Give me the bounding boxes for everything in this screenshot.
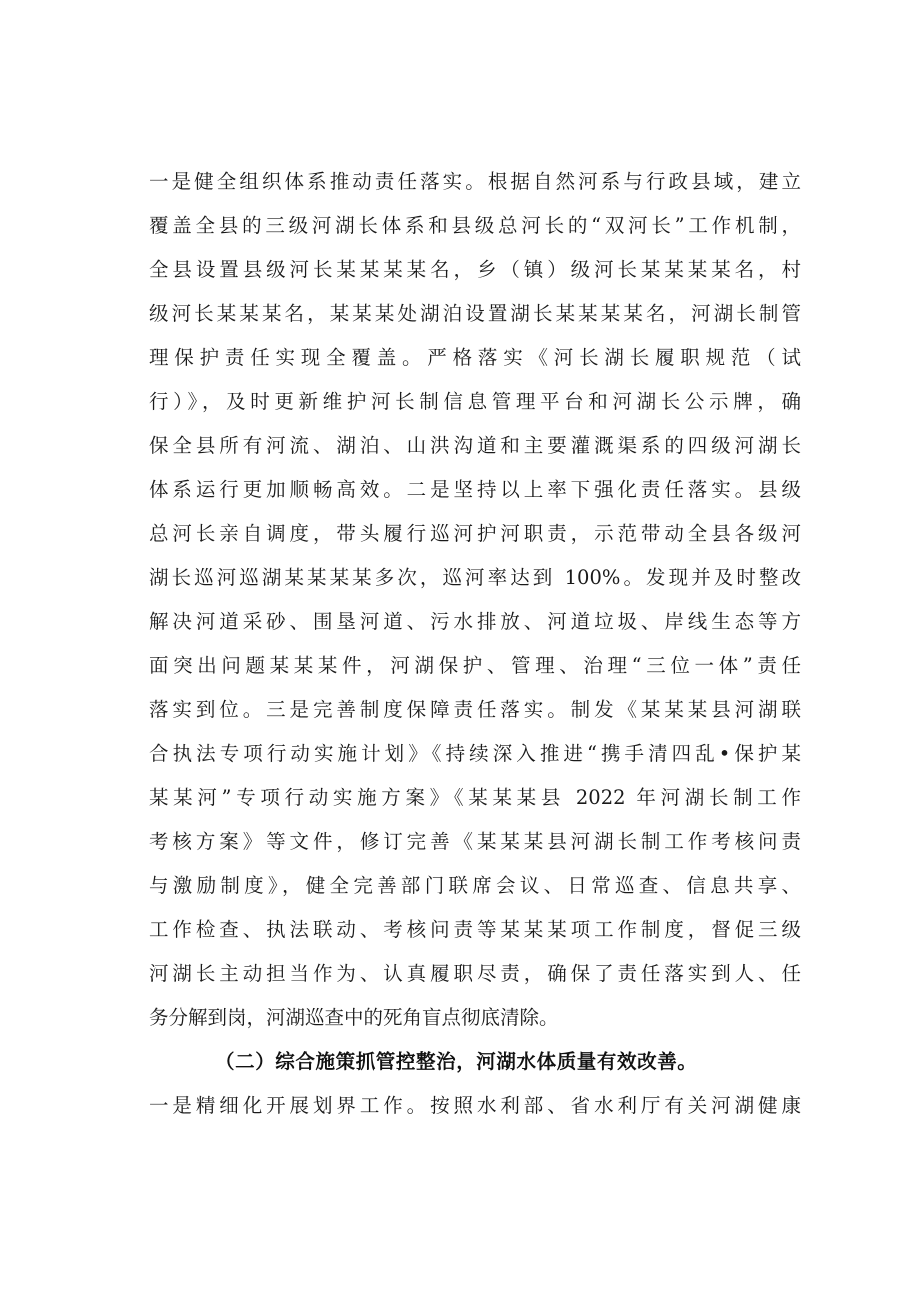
text-line: 落实到位。三是完善制度保障责任落实。制发《某某某县河湖联 <box>149 698 801 721</box>
text-line: 河湖长主动担当作为、认真履职尽责，确保了责任落实到人、任 <box>149 962 801 985</box>
text-line: 一是健全组织体系推动责任落实。根据自然河系与行政县域，建立 <box>149 170 801 193</box>
text-line: 合执法专项行动实施计划》《持续深入推进“携手清四乱•保护某 <box>149 742 801 765</box>
text-line: 某某河”专项行动实施方案》《某某某县 2022 年河湖长制工作 <box>149 786 801 809</box>
text-line: 与激励制度》，健全完善部门联席会议、日常巡查、信息共享、 <box>149 874 801 897</box>
text-line: 工作检查、执法联动、考核问责等某某某项工作制度，督促三级 <box>149 918 801 941</box>
text-line: 全县设置县级河长某某某某名，乡（镇）级河长某某某某名，村 <box>149 258 801 281</box>
text-line: 湖长巡河巡湖某某某某多次，巡河率达到 100%。发现并及时整改 <box>149 566 801 589</box>
text-line: 一是精细化开展划界工作。按照水利部、省水利厅有关河湖健康 <box>149 1094 801 1117</box>
text-line: 体系运行更加顺畅高效。二是坚持以上率下强化责任落实。县级 <box>149 478 801 501</box>
text-line: 务分解到岗，河湖巡查中的死角盲点彻底清除。 <box>149 1006 559 1029</box>
text-line: 面突出问题某某某件，河湖保护、管理、治理“三位一体”责任 <box>149 654 801 677</box>
text-line: 总河长亲自调度，带头履行巡河护河职责，示范带动全县各级河 <box>149 522 801 545</box>
text-line: 考核方案》等文件，修订完善《某某某县河湖长制工作考核问责 <box>149 830 801 853</box>
section-heading: （二）综合施策抓管控整治，河湖水体质量有效改善。 <box>215 1050 698 1073</box>
text-line: 级河长某某某名，某某某处湖泊设置湖长某某某某名，河湖长制管 <box>149 302 801 325</box>
text-line: 理保护责任实现全覆盖。严格落实《河长湖长履职规范（试 <box>149 346 801 369</box>
text-line: 解决河道采砂、围垦河道、污水排放、河道垃圾、岸线生态等方 <box>149 610 801 633</box>
text-line: 保全县所有河流、湖泊、山洪沟道和主要灌溉渠系的四级河湖长 <box>149 434 801 457</box>
text-line: 覆盖全县的三级河湖长体系和县级总河长的“双河长”工作机制， <box>149 214 801 237</box>
text-line: 行）》，及时更新维护河长制信息管理平台和河湖长公示牌，确 <box>149 390 801 413</box>
